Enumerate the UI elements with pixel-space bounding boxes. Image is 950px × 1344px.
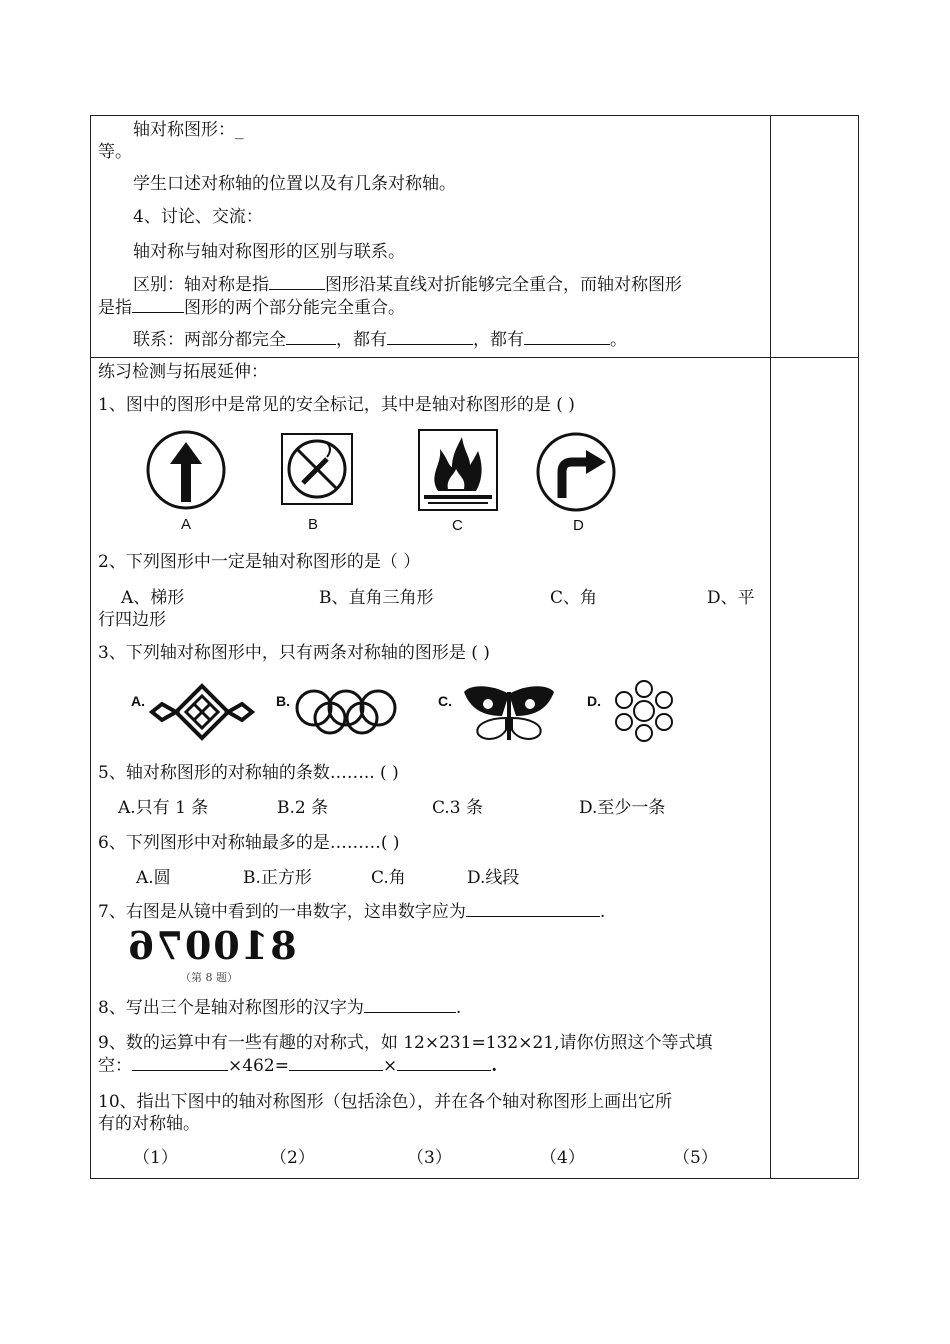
q2-option-d-wrap: 行四边形 xyxy=(98,610,166,630)
student-describe-line: 学生口述对称轴的位置以及有几条对称轴。 xyxy=(133,174,456,194)
q2-option-a: A、梯形 xyxy=(121,588,185,608)
question-10-wrap: 有的对称轴。 xyxy=(98,1114,200,1134)
q10-label-3: （3） xyxy=(407,1148,452,1168)
q5-option-d: D.至少一条 xyxy=(579,798,666,818)
q5-option-a: A.只有 1 条 xyxy=(118,798,209,818)
question-7 xyxy=(98,901,605,923)
relation-heading: 轴对称与轴对称图形的区别与联系。 xyxy=(133,242,405,262)
q7-period: . xyxy=(599,902,606,922)
q3-figure-c-butterfly xyxy=(462,684,556,744)
question-6: 6、下列图形中对称轴最多的是………( ) xyxy=(98,833,400,853)
q6-option-b: B.正方形 xyxy=(243,868,312,888)
q8-text: 8、写出三个是轴对称图形的汉字为 xyxy=(98,998,364,1018)
q9-blank-2[interactable] xyxy=(289,1055,383,1071)
sign-d-label: D xyxy=(573,517,584,534)
q6-option-d: D.线段 xyxy=(467,868,520,888)
difference-line-wrap xyxy=(98,297,405,319)
q7-blank[interactable] xyxy=(466,901,600,917)
axis-figure-line: 轴对称图形：_ xyxy=(133,120,244,140)
connection-text-a: 联系：两部分都完全 xyxy=(133,330,286,350)
sign-a-up-arrow xyxy=(146,430,228,512)
q9-text-a: 空： xyxy=(98,1056,132,1076)
q7-text: 7、右图是从镜中看到的一串数字，这串数字应为 xyxy=(98,902,466,922)
sign-a-label: A xyxy=(181,516,192,533)
question-2: 2、下列图形中一定是轴对称图形的是（ ） xyxy=(98,552,421,572)
q6-option-a: A.圆 xyxy=(136,868,171,888)
axis-figure-line-wrap: 等。 xyxy=(98,142,132,162)
question-3: 3、下列轴对称图形中，只有两条对称轴的图形是 ( ) xyxy=(98,643,490,663)
q3-figure-d-snowflake xyxy=(609,678,679,744)
question-9: 9、数的运算中有一些有趣的对称式，如 12×231=132×21,请你仿照这个等式填 xyxy=(98,1033,713,1053)
q2-option-c: C、角 xyxy=(550,588,598,608)
q3-figure-b-rings xyxy=(294,688,400,734)
difference-text-b: 图形沿某直线对折能够完全重合，而轴对称图形 xyxy=(325,275,682,295)
q3-figure-a-knot xyxy=(150,684,254,740)
discuss-heading: 4、讨论、交流： xyxy=(133,207,263,227)
difference-line xyxy=(133,274,682,296)
question-10: 10、指出下图中的轴对称图形（包括涂色），并在各个轴对称图形上画出它所 xyxy=(98,1092,673,1112)
q9-blank-3[interactable] xyxy=(397,1055,491,1071)
blank-4[interactable] xyxy=(387,329,473,345)
practice-heading: 练习检测与拓展延伸： xyxy=(98,362,268,382)
sign-c-fire xyxy=(418,429,498,511)
question-8 xyxy=(98,997,461,1019)
q3-label-a: A. xyxy=(131,693,145,709)
q8-blank[interactable] xyxy=(364,997,456,1013)
q9-text-b: ×462= xyxy=(228,1056,289,1076)
q3-label-b: B. xyxy=(276,693,290,709)
sign-b-no-smoking xyxy=(281,433,353,505)
difference-text-c: 是指 xyxy=(98,298,132,318)
q9-text-c: × xyxy=(382,1056,398,1076)
q6-option-c: C.角 xyxy=(371,868,406,888)
connection-text-c: ，都有 xyxy=(473,330,524,350)
blank-5[interactable] xyxy=(524,329,610,345)
q2-option-b: B、直角三角形 xyxy=(319,588,434,608)
q3-label-c: C. xyxy=(438,693,452,709)
sign-c-label: C xyxy=(452,517,463,534)
difference-text-a: 区别：轴对称是指 xyxy=(133,275,269,295)
q9-period: . xyxy=(491,1056,498,1076)
q3-label-d: D. xyxy=(587,693,601,709)
sign-d-right-turn xyxy=(536,432,618,514)
q7-mirror-digits: 810076 xyxy=(126,923,297,968)
connection-text-b: ，都有 xyxy=(336,330,387,350)
difference-text-d: 图形的两个部分能完全重合。 xyxy=(184,298,405,318)
q7-caption: （第 8 题） xyxy=(180,971,238,984)
q10-label-1: （1） xyxy=(133,1148,178,1168)
q2-option-d: D、平 xyxy=(707,588,755,608)
q10-label-2: （2） xyxy=(270,1148,315,1168)
q8-period: . xyxy=(455,998,462,1018)
blank-3[interactable] xyxy=(286,329,336,345)
q9-blank-1[interactable] xyxy=(132,1055,228,1071)
q5-option-c: C.3 条 xyxy=(432,798,484,818)
q10-label-4: （4） xyxy=(540,1148,585,1168)
question-5: 5、轴对称图形的对称轴的条数…….. ( ) xyxy=(98,763,399,783)
blank-1[interactable] xyxy=(269,274,325,290)
column-divider xyxy=(770,115,771,1179)
sign-b-label: B xyxy=(308,516,319,533)
q10-label-5: （5） xyxy=(673,1148,718,1168)
question-1: 1、图中的图形中是常见的安全标记，其中是轴对称图形的是 ( ) xyxy=(98,395,575,415)
question-9-wrap xyxy=(98,1055,497,1077)
connection-text-d: 。 xyxy=(610,330,627,350)
blank-2[interactable] xyxy=(132,297,184,313)
row-divider xyxy=(90,357,859,358)
connection-line xyxy=(133,329,627,351)
q5-option-b: B.2 条 xyxy=(277,798,329,818)
